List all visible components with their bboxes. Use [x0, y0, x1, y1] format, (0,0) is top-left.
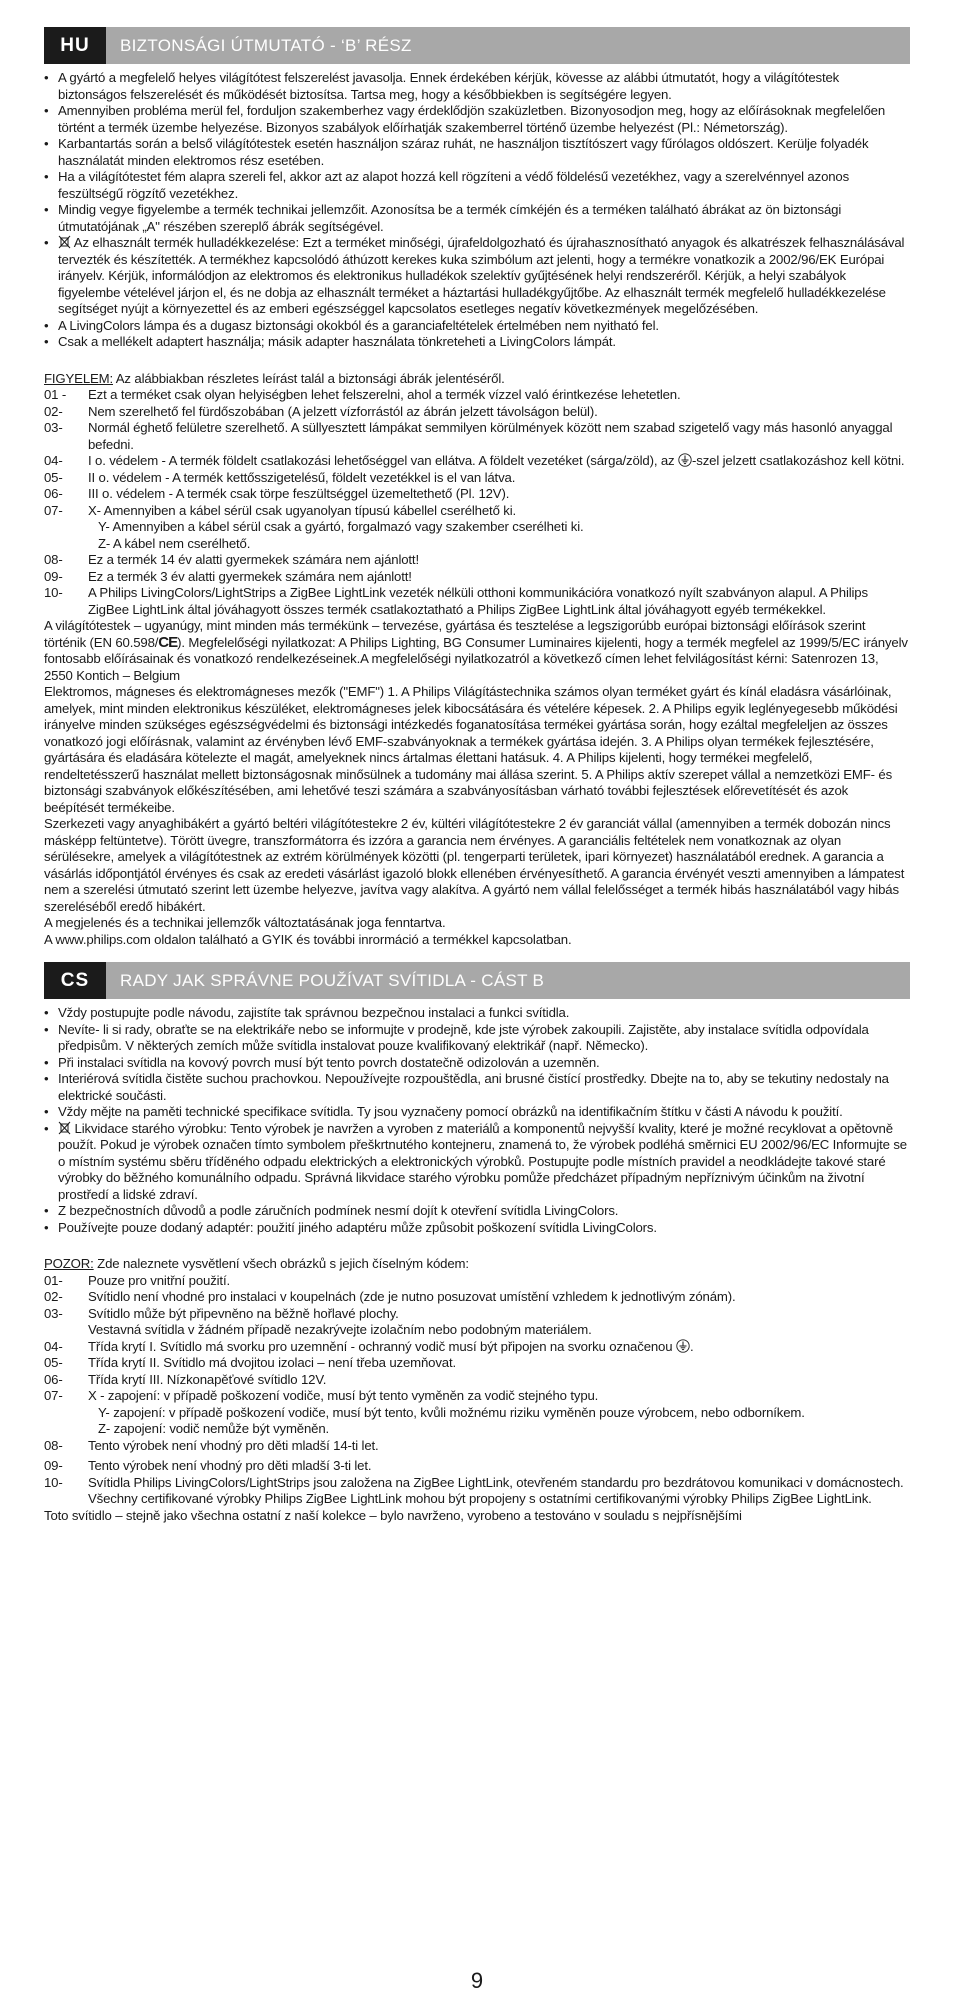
list-item [44, 503, 910, 553]
cs-warning-label: POZOR: [44, 1256, 94, 1271]
item-number: 02- [44, 1289, 63, 1304]
list-item: • Csak a mellékelt adaptert használja; másik adapter használata tönkreteheti a LivingColors lámpát. [44, 334, 910, 351]
item-text: I o. védelem - A termék földelt csatlakozási lehetőséggel van ellátva. A földelt vezetéket (sárga/zöld), az [88, 453, 675, 468]
hu-section-header [44, 27, 910, 64]
item-text: Ezt a terméket csak olyan helyiségben lehet felszerelni, ahol a termék vízzel való érintkezése lehetetlen. [88, 387, 681, 402]
list-item [44, 1372, 910, 1389]
list-item: • A LivingColors lámpa és a dugasz biztonsági okokból és a garanciafeltételek értelmében nem nyitható fel. [44, 318, 910, 335]
item-subline: Y- Amennyiben a kábel sérül csak a gyártó, forgalmazó vagy szakember cserélheti ki. [98, 519, 584, 534]
list-item [44, 1273, 910, 1290]
item-text-continued: -szel jelzett csatlakozáshoz kell kötni. [692, 453, 905, 468]
list-item [44, 470, 910, 487]
list-item [44, 552, 910, 569]
item-text-continued: . [689, 1338, 694, 1354]
list-item [44, 453, 910, 470]
hu-language-badge: HU [44, 27, 106, 64]
earth-ground-icon [676, 1339, 690, 1353]
item-text: X- Amennyiben a kábel sérül csak ugyanolyan típusú kábellel cserélhető ki. [88, 502, 517, 518]
page-number: 9 [470, 1968, 484, 1993]
list-item: • Z bezpečnostních důvodů a podle záručních podmínek nesmí dojít k otevření svítidla LivingColors. [44, 1203, 910, 1220]
item-number: 08- [44, 1437, 63, 1453]
list-item: • A gyártó a megfelelő helyes világítótest felszerelést javasolja. Ennek érdekében kérjük, kövesse az alábbi útmutatót, hogy a világítótestek biztonságos felszerelését és működését biztosítsa. Tartsa meg, hogy a későbbiekben is segítségére legyen. [44, 70, 910, 103]
list-item: • Amennyiben probléma merül fel, forduljon szakemberhez vagy érdeklődjön szaküzletben. Bizonyosodjon meg, hogy az előírásoknak megfelelően történt a termék üzembe helyezése. Bizonyos szabályok előírhatják szakemberrel történő üzembe helyezést (Pl.: Németország). [44, 103, 910, 136]
list-item: • Při instalaci svítidla na kovový povrch musí být tento povrch dostatečně odizolován a uzemněn. [44, 1055, 910, 1072]
cs-language-badge: CS [44, 962, 106, 999]
item-text: Svítidlo může být připevněno na běžně hořlavé plochy. [88, 1305, 399, 1321]
item-text: Třída krytí III. Nízkonapěťové svítidlo 12V. [88, 1371, 327, 1387]
list-item [44, 585, 910, 618]
hu-warranty-paragraph: Szerkezeti vagy anyaghibákért a gyártó beltéri világítótestekre 2 év, kültéri világítótestekre 2 év garanciát vállal (amennyiben a termék dobozán nincs másképp feltüntetve). Törött üvegre, transzformátorra és izzóra a garancia nem érvényes. A garanciális feltételek nem vonatkoznak az olyan sérülésekre, amelyek a világítótestnek az extrém körülmények közötti (pl. tengerparti területek, ipari környezet) használatából erednek. A garancia a vásárlás időpontjától érvényes és csak az eredeti vásárlást igazoló blokk ellenében érvényesíthető. A garancia érvényét veszti amennyiben a lámpatest nem a szerelési útmutató szerint lett üzembe helyezve, javítva vagy alakítva. A gyártó nem vállal felelősséget a termék hibás használatából vagy hibás szereléséből eredő hibákért. [44, 816, 905, 914]
item-number: 10- [44, 585, 63, 600]
list-item [44, 1306, 910, 1339]
hu-disposal-text: Az elhasznált termék hulladékkezelése: Ezt a terméket minőségi, újrafeldolgozható és újrahasznosítható anyagok és alkatrészek felhasználásával tervezték és készítették. A termékhez kapcsolódó áthúzott kerekes kuka szimbólum azt jelenti, hogy a termékre vonatkozik a 2002/96/EK Európai irányelv. Kérjük, informálódjon az elektromos és elektronikus hulladékok szelektív gyűjtésének helyi rendszeréről. Kérjük, a helyi szabályok figyelembe vételével járjon el, és ne dobja az elhasznált terméket a háztartási hulladékgyűjtőbe. Az elhasznált termék megfelelő hulladékkezelése segítséget nyújt a környezettel és az emberi egészséggel kapcsolatos esetleges negatív következmények megelőzésében. [58, 235, 905, 316]
item-text: Tento výrobek není vhodný pro děti mladší 14-ti let. [88, 1437, 379, 1453]
item-text: Třída krytí I. Svítidlo má svorku pro uzemnění - ochranný vodič musí být připojen na svorku označenou [88, 1338, 673, 1354]
cs-warning-heading [44, 1256, 910, 1273]
item-number: 03- [44, 420, 63, 435]
item-subline: Z- zapojení: vodič nemůže být vyměněn. [98, 1421, 330, 1436]
list-item: • Karbantartás során a belső világítótestek esetén használjon száraz ruhát, ne használjon tisztítószert vagy fűrólagos oldószert. Kerülje folyadék használatát minden elektromos rész esetében. [44, 136, 910, 169]
item-number: 05- [44, 469, 63, 485]
item-text: II o. védelem - A termék kettősszigetelésű, földelt vezetékkel is el van látva. [88, 469, 516, 485]
hu-warning-label: FIGYELEM: [44, 370, 113, 386]
item-number: 04- [44, 453, 63, 468]
list-item [44, 1458, 910, 1475]
hu-warning-intro: Az alábbiakban részletes leírást talál a biztonsági ábrák jelentéséről. [113, 370, 505, 386]
list-item [44, 1355, 910, 1372]
manual-page [44, 0, 910, 1524]
hu-warning-heading [44, 371, 910, 388]
hu-faq-paragraph: A www.philips.com oldalon található a GYIK és további inrormáció a termékkel kapcsolatban. [44, 931, 572, 947]
list-item [44, 1289, 910, 1306]
list-item: • Interiérová svítidla čistěte suchou prachovkou. Nepoužívejte rozpouštědla, ani brusné čistící prostředky. Dbejte na to, aby se tekutiny nedostaly na elektrické součásti. [44, 1071, 910, 1104]
item-number: 08- [44, 552, 63, 567]
item-number: 02- [44, 403, 63, 419]
hu-conformity-paragraph [44, 618, 910, 684]
ce-mark: CE [158, 633, 178, 651]
item-number: 07- [44, 502, 63, 518]
list-item [44, 1438, 910, 1455]
list-item: • Vždy mějte na paměti technické specifikace svítidla. Ty jsou vyznačeny pomocí obrázků na identifikačním štítku v části A návodu k použití. [44, 1104, 910, 1121]
list-item [44, 387, 910, 404]
hu-conformity-text: A világítótestek – ugyanúgy, mint minden más termékünk – tervezése, gyártása és tesztelése a legszigorúbb európai biztonsági előírások szerint történik (EN 60.598/ [44, 618, 866, 650]
item-text: Nem szerelhető fel fürdőszobában (A jelzett vízforrástól az ábrán jelzett távolságon belül). [88, 403, 598, 419]
item-text: X - zapojení: v případě poškození vodiče, musí být tento vyměněn za vodič stejného typu. [88, 1388, 599, 1403]
list-item [44, 235, 910, 318]
cs-section-header [44, 962, 910, 999]
list-item [44, 486, 910, 503]
crossed-bin-icon [58, 235, 71, 249]
hu-rights-paragraph: A megjelenés és a technikai jellemzők változtatásának joga fenntartva. [44, 915, 446, 930]
item-text: Svítidlo není vhodné pro instalaci v koupelnách (zde je nutno posuzovat umístění vzhledem k jednotlivým zónám). [88, 1289, 736, 1304]
hu-symbol-list [44, 387, 910, 618]
hu-conformity-text-continued: ). Megfelelőségi nyilatkozat: A Philips Lighting, BG Consumer Luminaires kijelenti, hogy a termék megfelel az 1999/5/EC irányelv fontosabb előírásainak és vonatkozó rendelkezéseinek.A megfelelőségi nyilatkozatról a következő címen lehet felvilágosítást kérni: Satenrozen 13, 2550 Kontich – Belgium [44, 634, 908, 683]
item-number: 07- [44, 1388, 63, 1403]
item-number: 03- [44, 1305, 63, 1321]
hu-section-title: BIZTONSÁGI ÚTMUTATÓ - ‘B’ RÉSZ [106, 27, 910, 64]
item-text: Svítidla Philips LivingColors/LightStrips jsou založena na ZigBee LightLink, otevřeném standardu pro bezdrátovou komunikaci v domácnostech. Všechny certifikované výrobky Philips ZigBee LightLink mohou být propojeny s ostatními certifikovanými výrobky Philips ZigBee LightLink. [88, 1474, 904, 1506]
item-number: 01 - [44, 387, 67, 402]
hu-emf-paragraph: Elektromos, mágneses és elektromágneses mezők ("EMF") 1. A Philips Világítástechnika számos olyan terméket gyárt és kínál eladásra vásárlóinak, amelyek, mint minden elektronikus készüléket, elektromágneses jelek kibocsátására és vételére képesek. 2. A Philips egyik leglényegesebb működési irányelve minden szükséges egészségvédelmi és biztonsági intézkedés foganatosítása termékei gyártása során, hogy ezáltal megfeleljen az összes vonatkozó jogi előírásnak, valamint az érvényben lévő EMF-szabványoknak a termékek gyártása idején. 3. A Philips olyan termékek fejlesztésére, gyártására és eladására kötelezte el magát, amelyeknek nincs ártalmas élettani hatásuk. 4. A Philips kijelenti, hogy termékei megfelelő, rendeltetésszerű használat mellett biztonságosnak minősülnek a tudomány mai állása szerint. 5. A Philips aktív szerepet vállal a nemzetközi EMF- és biztonsági szabványok előkészítésében, ami lehetővé teszi számára a szabványosításban várható további fejlesztések előrevetítését és azok beépítését termékeibe. [44, 684, 898, 815]
cs-disposal-text: Likvidace starého výrobku: Tento výrobek je navržen a vyroben z materiálů a komponentů nejvyšší kvality, které je možné recyklovat a opětovně použít. Pokud je výrobek označen tímto symbolem přeškrtnutého kontejneru, znamená to, že výrobek podléhá směrnici EU 2002/96/EC Informujte se o místním systému sběru tříděného odpadu elektrických a elektronických výrobků. Postupujte podle místních pravidel a neodkládejte takové staré výrobky do běžného komunálního odpadu. Správná likvidace starého výrobku pomůže předcházet případným nepříznivým účinkům na životní prostředí a lidské zdraví. [58, 1120, 907, 1202]
list-item [44, 1121, 910, 1204]
cs-section-title: RADY JAK SPRÁVNE POUŽÍVAT SVÍTIDLA - CÁST B [106, 962, 910, 999]
list-item: • Nevíte- li si rady, obraťte se na elektrikáře nebo se informujte v prodejně, kde jste výrobek zakoupili. Zajistěte, aby instalace svítidla odpovídala předpisům. V některých zemích může svítidla instalovat pouze kvalifikovaný elektrikář (např. Německo). [44, 1022, 910, 1055]
list-item [44, 1339, 910, 1356]
list-item: • Používejte pouze dodaný adaptér: použití jiného adaptéru může způsobit poškození svítidla LivingColors. [44, 1220, 910, 1237]
earth-ground-icon [678, 453, 692, 467]
item-subline: Z- A kábel nem cserélhető. [98, 535, 251, 551]
item-text: Pouze pro vnitřní použití. [88, 1272, 230, 1288]
item-text: Ez a termék 14 év alatti gyermekek számára nem ajánlott! [88, 552, 419, 567]
item-subline: Y- zapojení: v případě poškození vodiče, musí být tento, kvůli možnému riziku vyměněn pouze výrobcem, nebo odborníkem. [98, 1404, 805, 1420]
list-item: • Ha a világítótestet fém alapra szereli fel, akkor azt az alapot hozzá kell rögzíteni a védő földelésű vezetékhez, vagy a szerelvénnyel azonos feszültségű rögzítő vezetékhez. [44, 169, 910, 202]
item-text: Ez a termék 3 év alatti gyermekek számára nem ajánlott! [88, 568, 412, 584]
list-item [44, 1388, 910, 1438]
cs-conformity-paragraph: Toto svítidlo – stejně jako všechna ostatní z naší kolekce – bylo navrženo, vyrobeno a testováno v souladu s nejpřísnějšími [44, 1507, 742, 1523]
item-number: 09- [44, 568, 63, 584]
item-text: Normál éghető felületre szerelhető. A süllyesztett lámpákat semmilyen körülmények között nem szabad szigetelő vagy más hasonló anyaggal befedni. [88, 420, 893, 452]
list-item [44, 420, 910, 453]
item-number: 05- [44, 1355, 63, 1370]
item-text: III o. védelem - A termék csak törpe feszültséggel üzemeltethető (Pl. 12V). [88, 486, 510, 501]
item-subline: Vestavná svítidla v žádném případě nezakrývejte izolačním nebo podobným materiálem. [88, 1322, 592, 1337]
list-item [44, 1475, 910, 1508]
item-number: 06- [44, 486, 63, 501]
cs-warning-intro: Zde naleznete vysvětlení všech obrázků s jejich číselným kódem: [93, 1256, 469, 1271]
crossed-bin-icon [58, 1121, 71, 1135]
item-text: Třída krytí II. Svítidlo má dvojitou izolaci – není třeba uzemňovat. [88, 1355, 457, 1370]
item-number: 04- [44, 1338, 63, 1354]
item-number: 01- [44, 1272, 63, 1288]
list-item [44, 569, 910, 586]
cs-symbol-list [44, 1273, 910, 1508]
cs-safety-bullets [44, 1005, 910, 1236]
list-item [44, 404, 910, 421]
item-number: 09- [44, 1458, 63, 1473]
item-number: 10- [44, 1474, 63, 1490]
list-item: • Vždy postupujte podle návodu, zajistíte tak správnou bezpečnou instalaci a funkci svítidla. [44, 1005, 910, 1022]
item-text: Tento výrobek není vhodný pro děti mladší 3-ti let. [88, 1458, 372, 1473]
item-text: A Philips LivingColors/LightStrips a ZigBee LightLink vezeték nélküli otthoni kommunikációra vonatkozó nyílt szabványon alapul. A Philips ZigBee LightLink által jóváhagyott összes termék csatlakoztatható a Philips ZigBee LightLink által jóváhagyott egyéb termékekkel. [88, 585, 868, 617]
list-item: • Mindig vegye figyelembe a termék technikai jellemzőit. Azonosítsa be a termék címkéjén és a terméken található ábrákat az ön biztonsági útmutatójának „A" részében szereplő ábrák segítségével. [44, 202, 910, 235]
item-number: 06- [44, 1371, 63, 1387]
hu-safety-bullets [44, 70, 910, 351]
